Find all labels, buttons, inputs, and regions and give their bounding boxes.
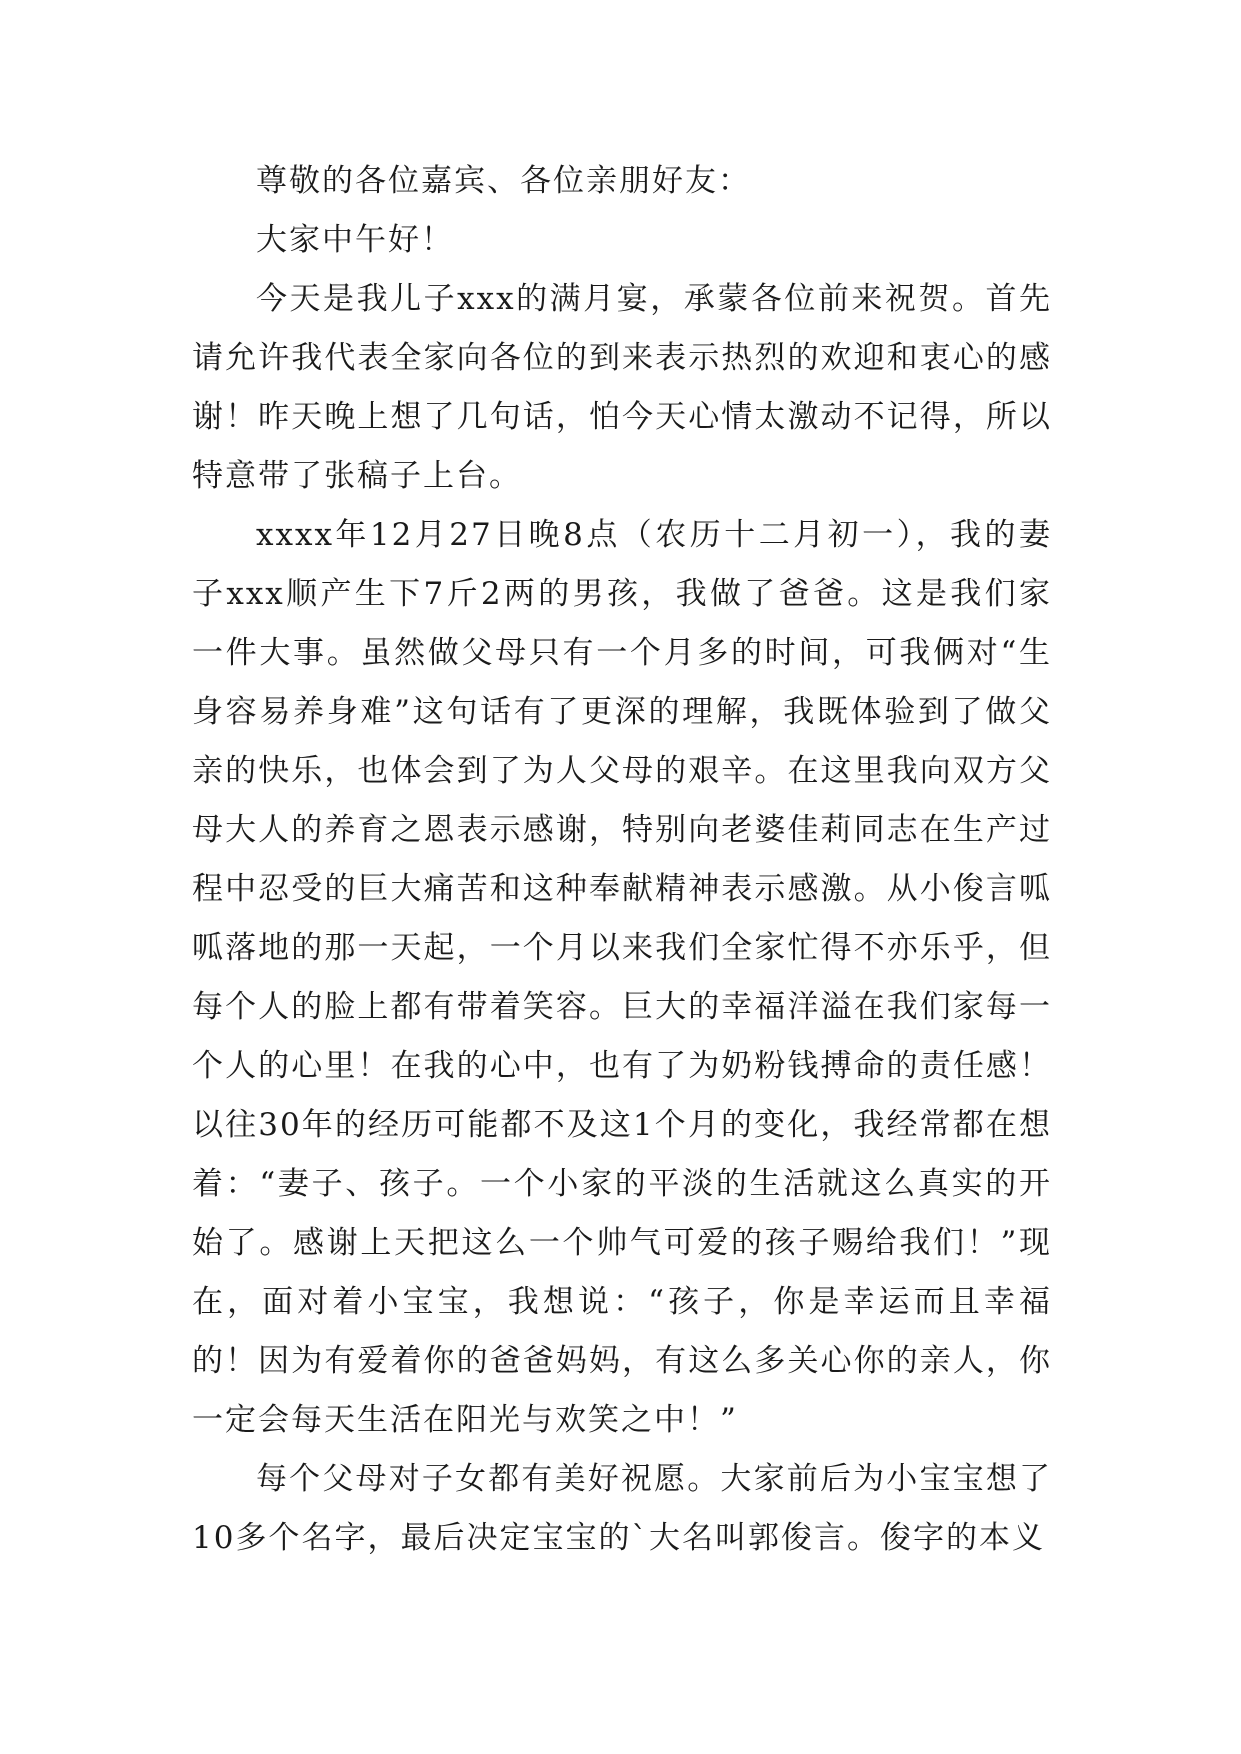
document-body [192, 152, 1052, 1568]
body-paragraph-1: 今天是我儿子xxx的满月宴，承蒙各位前来祝贺。首先请允许我代表全家向各位的到来表示热烈的欢迎和衷心的感谢！昨天晚上想了几句话，怕今天心情太激动不记得，所以特意带了张稿子上台。 [192, 281, 1052, 494]
greeting-line: 尊敬的各位嘉宾、各位亲朋好友： [256, 163, 751, 199]
salutation-line: 大家中午好！ [256, 222, 454, 258]
body-paragraph-2: xxxx年12月27日晚8点（农历十二月初一），我的妻子xxx顺产生下7斤2两的男孩，我做了爸爸。这是我们家一件大事。虽然做父母只有一个月多的时间，可我俩对“生身容易养身难”这句话有了更深的理解，我既体验到了做父亲的快乐，也体会到了为人父母的艰辛。在这里我向双方父母大人的养育之恩表示感谢，特别向老婆佳莉同志在生产过程中忍受的巨大痛苦和这种奉献精神表示感激。从小俊言呱呱落地的那一天起，一个月以来我们全家忙得不亦乐乎，但每个人的脸上都有带着笑容。巨大的幸福洋溢在我们家每一个人的心里！在我的心中，也有了为奶粉钱搏命的责任感！以往30年的经历可能都不及这1个月的变化，我经常都在想着：“妻子、孩子。一个小家的平淡的生活就这么真实的开始了。感谢上天把这么一个帅气可爱的孩子赐给我们！”现在，面对着小宝宝，我想说：“孩子，你是幸运而且幸福的！因为有爱着你的爸爸妈妈，有这么多关心你的亲人，你一定会每天生活在阳光与欢笑之中！” [192, 517, 1052, 1438]
body-paragraph-3: 每个父母对子女都有美好祝愿。大家前后为小宝宝想了10多个名字，最后决定宝宝的`大名叫郭俊言。俊字的本义 [192, 1461, 1052, 1556]
